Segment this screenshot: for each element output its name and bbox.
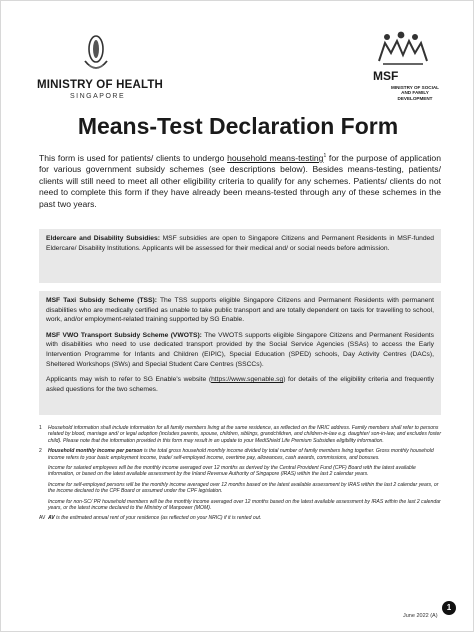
page-title: Means-Test Declaration Form <box>77 113 399 139</box>
moh-subtitle: SINGAPORE <box>70 93 126 100</box>
footnote-non-sc-pr-text: Income for non-SC/ PR household members will be the monthly income averaged over 12 months based on the latest available assessment by IRAS within the last 2 calendar years, or the latest income declared to the Ministry of Manpower (MOM). <box>48 498 441 512</box>
sgenable-link[interactable]: https://www.sgenable.sg <box>211 376 284 384</box>
footnote-2 <box>39 448 441 461</box>
tss-text: The TSS supports eligible Singapore Citizens and Permanent Residents with permanent disabilities who are medically certified as unable to take public transport and are totally dependent on taxis for travelling to school, work, and/or employment-related training supported by SG Enable. <box>46 297 434 324</box>
vwots-heading: MSF VWO Transport Subsidy Scheme (VWOTS): <box>46 331 202 339</box>
apply-paragraph <box>46 375 434 394</box>
footnote-av-mark: AV <box>39 515 46 522</box>
intro-footnote-mark: 1 <box>323 153 327 160</box>
footnote-salaried-text: Income for salaried employees will be the monthly income averaged over 12 months as derived by the Central Provident Fund (CPF) Board with the latest available information, or based on the latest available assessment by the Inland Revenue Authority of Singapore (IRAS) within the last 2 calendar years. <box>48 465 416 478</box>
footnote-salaried <box>39 465 441 478</box>
intro-paragraph <box>39 153 441 210</box>
page-number-badge: 1 <box>442 601 456 615</box>
footnote-2-text: is the total gross household monthly income divided by total number of family members living together. Gross monthly household income refers to your basic employment income, trade/ self-employed income, overtime pay, allowances, cash awards, commissions, and bonuses. <box>48 448 434 461</box>
intro-text-2: for the purpose of application for various government subsidy schemes (see descriptions below). Besides means-testing, patients/ clients will still need to meet all other eligibility criteria to qualify for any schemes. Patients/ clients do not need to complete this form if they have already been means-tested through any of these schemes in the past two years. <box>39 153 441 209</box>
tss-paragraph <box>46 296 434 325</box>
moh-title: MINISTRY OF HEALTH <box>37 79 164 91</box>
footnote-av-text: is the estimated annual rent of your residence (as reflected on your NRIC) if it is rented out. <box>54 515 262 522</box>
footnote-1-mark: 1 <box>39 425 42 431</box>
footnote-non-sc-pr <box>39 499 441 512</box>
msf-name: MSF <box>373 69 399 83</box>
moh-emblem-icon <box>81 35 111 75</box>
tss-heading: MSF Taxi Subsidy Scheme (TSS): <box>46 297 157 304</box>
footnote-2-mark: 2 <box>39 448 42 455</box>
footnote-av-heading: AV <box>48 515 55 522</box>
transport-box <box>39 291 441 415</box>
footnote-1-text: Household information shall include information for all family members living at the same residence, as reflected on the NRIC address. Family members shall refer to persons related by blood, marriage and/ or legal adoption (includes parents, spouse, children, siblings, grandchildren, and children-in-law e.g. daughter/ son-in-law, and excludes foster child). Please note that the information provided in this form may result in an update to your MediShield Life Premium Subsidies eligibility information. <box>48 425 442 444</box>
apply-text-1: Applicants may wish to refer to SG Enable's website ( <box>46 376 212 384</box>
eldercare-box <box>39 229 441 283</box>
footnote-self-employed <box>39 482 441 495</box>
footnotes <box>39 425 441 526</box>
msf-subtitle: MINISTRY OF SOCIAL AND FAMILY DEVELOPMENT <box>391 85 439 101</box>
vwots-text: The VWOTS supports eligible Singapore Citizens and Permanent Residents with disabilities who need to use dedicated transport provided by the Social Service Agencies (SSAs) to access the Early Intervention Programme for Infants and Children (EIPIC), Special Education (SPED) schools, Day Activity Centres (DACs), Sheltered Workshops (SWs) and Special Student Care Centres (SSCCs). <box>46 331 435 368</box>
eldercare-heading: Eldercare and Disability Subsidies: <box>46 235 160 242</box>
footnote-av <box>39 515 441 521</box>
msf-figures-icon <box>373 31 433 67</box>
intro-text-1: This form is used for patients/ clients to undergo <box>39 153 228 163</box>
footnote-self-employed-text: Income for self-employed persons will be the monthly income averaged over 12 months based on the latest available assessment by IRAS within the last 2 calendar years, or the income declared to the CPF Board or assumed under the CPF legislation. <box>48 481 439 495</box>
apply-text-2: ) for details of the eligibility criteria and frequently asked questions for the two schemes. <box>46 376 434 393</box>
footnote-2-heading: Household monthly income per person <box>48 448 143 455</box>
footer-date: June 2022 (A) <box>403 613 438 619</box>
footnote-1 <box>39 425 441 444</box>
means-testing-link: household means-testing <box>227 153 324 163</box>
vwots-paragraph <box>46 331 434 369</box>
eldercare-text: MSF subsidies are open to Singapore Citizens and Permanent Residents in MSF-funded Eldercare/ Disability Institutions. Applicants will be assessed for their medical and/ or social needs before admission. <box>46 235 434 252</box>
